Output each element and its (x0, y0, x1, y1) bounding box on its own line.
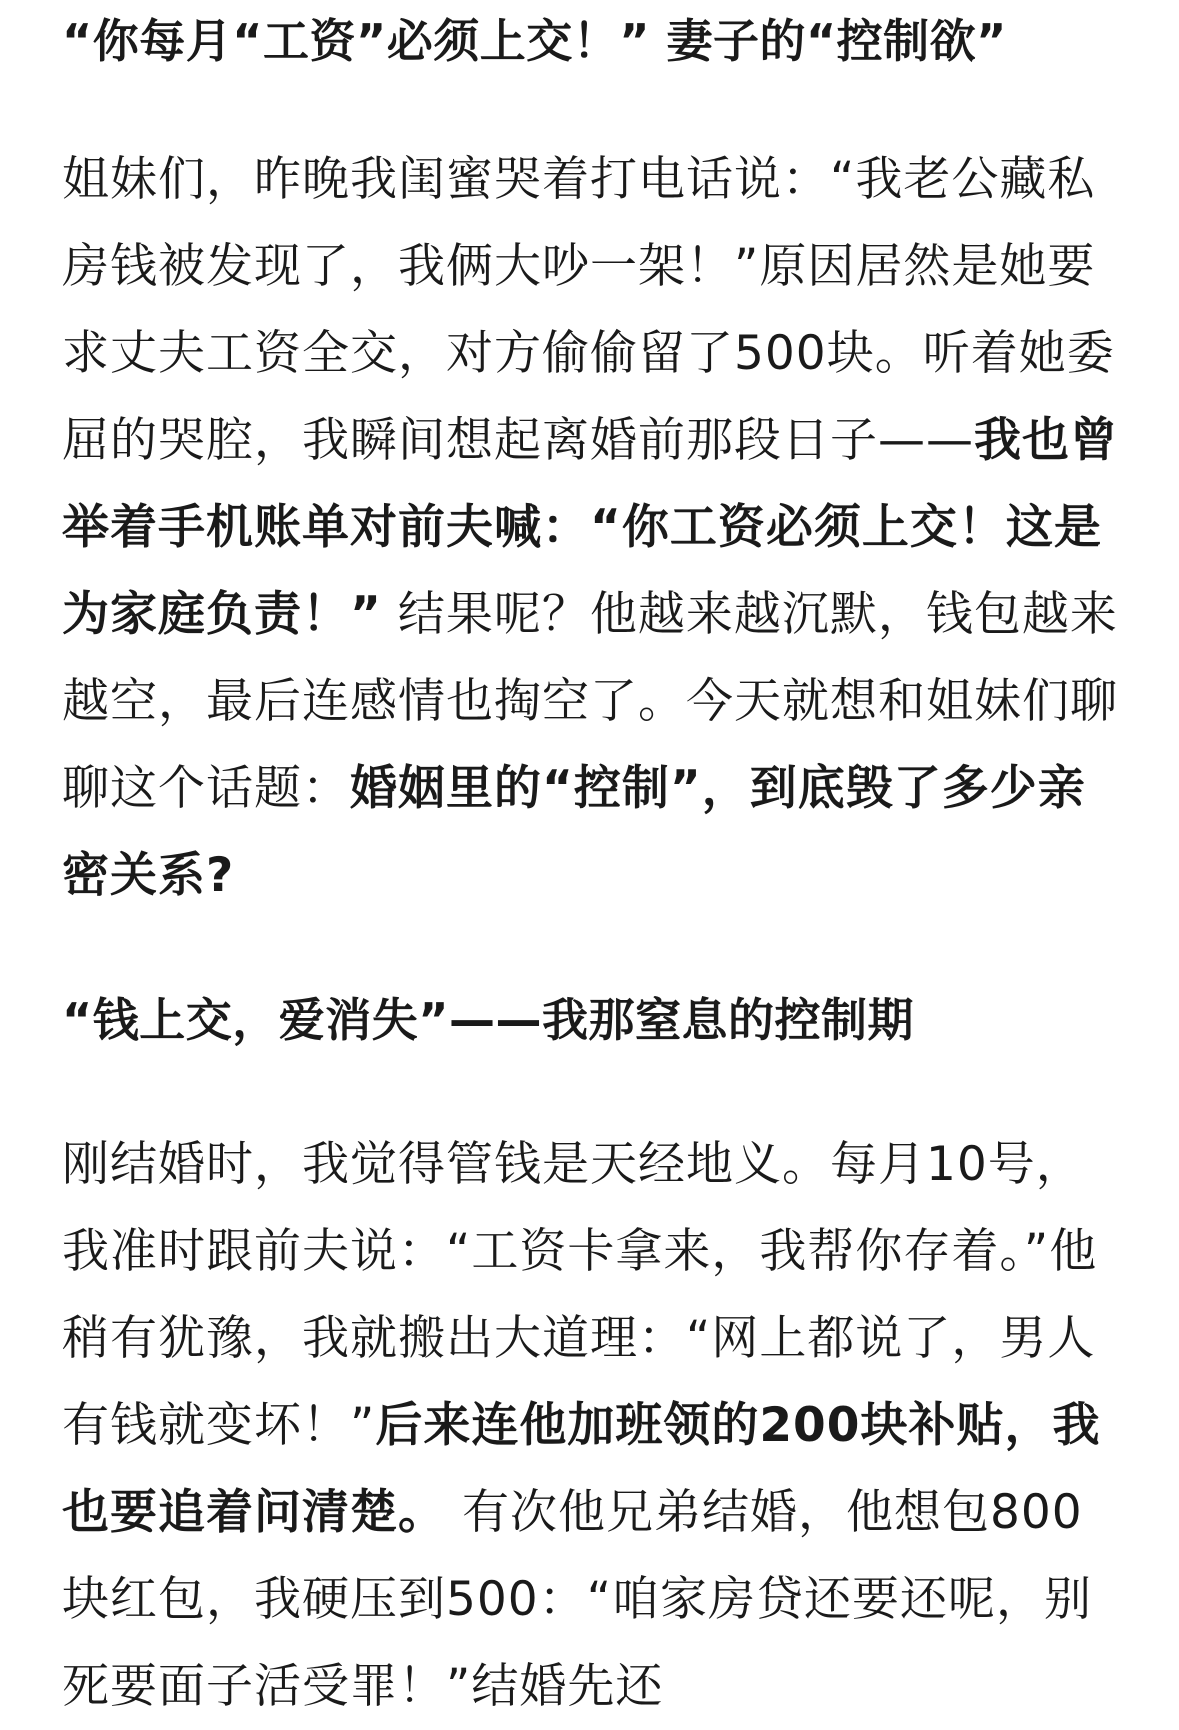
intro-text-2: 结果呢？他越来越沉默，钱包越来越空，最后连感情也掏空了。今天就想和姐妹们聊聊这个话题： (62, 587, 1118, 816)
story-text-2: 有次他兄弟结婚，他想包800块红包，我硬压到500：“咱家房贷还要还呢，别死要面子活受罪！”结婚先还 (62, 1485, 1093, 1714)
spacer (62, 1064, 1122, 1121)
paragraph-story (62, 1121, 1122, 1730)
section-heading-money: “钱上交，爱消失”——我那窒息的控制期 (62, 993, 914, 1047)
article (62, 0, 1122, 1730)
spacer (62, 85, 1122, 136)
intro-bold-2: 婚姻里的“控制”，到底毁了多少亲密关系? (62, 761, 1086, 903)
spacer (62, 919, 1122, 976)
intro-bold-1: 我也曾举着手机账单对前夫喊：“你工资必须上交！这是为家庭负责！” (62, 413, 1118, 642)
story-bold-1: 后来连他加班领的200块补贴，我也要追着问清楚。 (62, 1398, 1101, 1540)
story-text-1: 刚结婚时，我觉得管钱是天经地义。每月10号，我准时跟前夫说：“工资卡拿来，我帮你存着。”他稍有犹豫，我就搬出大道理：“网上都说了，男人有钱就变坏！” (62, 1137, 1098, 1453)
intro-text-1: 姐妹们，昨晚我闺蜜哭着打电话说：“我老公藏私房钱被发现了，我俩大吵一架！”原因居然是她要求丈夫工资全交，对方偷偷留了500块。听着她委屈的哭腔，我瞬间想起离婚前那段日子—— (62, 152, 1115, 468)
paragraph-intro (62, 136, 1122, 919)
section-heading-control: “你每月“工资”必须上交！” 妻子的“控制欲” (62, 14, 1007, 68)
